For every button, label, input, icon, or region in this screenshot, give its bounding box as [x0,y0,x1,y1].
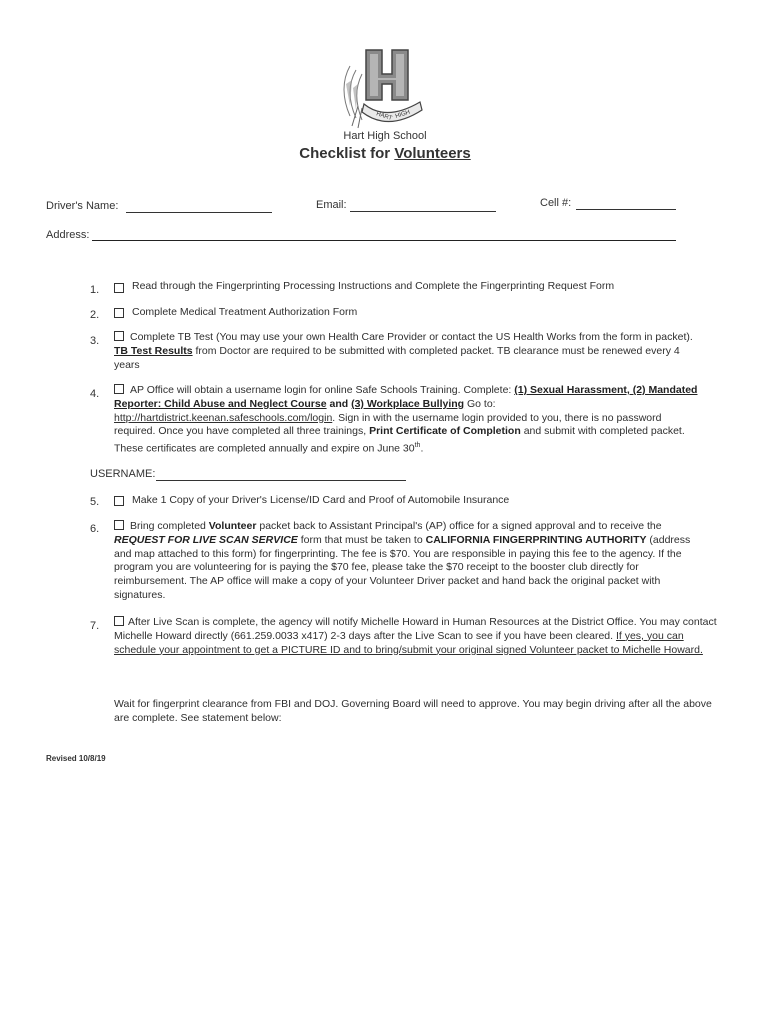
item-1-text: Read through the Fingerprinting Processing Instructions and Complete the Fingerprinting Request Form [132,280,615,292]
item-4-courses: (1) Sexual Harassment, (2) Mandated Reporter: Child Abuse and Neglect Course [114,384,698,410]
school-logo [336,44,432,130]
item-5-checkbox[interactable] [114,496,124,506]
address-field[interactable] [92,240,676,241]
cell-label: Cell #: [540,197,572,209]
address-label: Address: [46,229,90,241]
item-3-text [114,331,698,372]
school-name: Hart High School [343,130,427,142]
closing-statement: Wait for fingerprint clearance from FBI and DOJ. Governing Board will need to approve. You may begin driving after all the above are complete. See statement below: [114,698,712,724]
item-4-print-certificate: Print Certificate of Completion [369,425,521,438]
item-2-number: 2. [90,309,100,321]
item-4-goto: Go to: [467,397,496,410]
item-1-checkbox[interactable] [114,283,124,293]
item-4-and: and [329,397,349,410]
username-label: USERNAME: [90,468,156,480]
item-4-period: . [420,442,424,455]
item-4-part-1: AP Office will obtain a username login for online Safe Schools Training. Complete: [130,384,512,396]
item-6-part-7: (address and map attached to this form) for fingerprinting. The fee is $70. You are responsible in paying this fee to the agency. If the program you are volunteering for is paying the $70 fee, please take the $70 receipt to the booster club directly for reimbursement. The AP office will make a copy of your Volunteer Driver packet and hand back the original packet with signatures. [114,533,691,601]
item-6-number: 6. [90,523,100,535]
item-4-part-6: . Sign in with the username login provided to you, there is no password required. Once you have completed all three trainings, [114,411,662,438]
driver-name-field[interactable] [126,212,272,213]
item-3-part-1: Complete TB Test (You may use your own Health Care Provider or contact the US Health Works from the form in packet). [130,331,693,343]
item-4-part-8: and submit with completed packet. These certificates are completed annually and expire on June 30 [114,425,685,455]
safeschools-link[interactable]: http://hartdistrict.keenan.safeschools.com/login [114,411,333,424]
title-emphasis: Volunteers [394,145,471,162]
item-4-sup: th [414,442,421,450]
item-3-part-3: from Doctor are required to be submitted with completed packet. TB clearance must be renewed every 4 years [114,344,680,371]
item-5-text: Make 1 Copy of your Driver's License/ID Card and Proof of Automobile Insurance [132,494,510,506]
item-1-number: 1. [90,284,100,296]
item-3-number: 3. [90,335,100,347]
item-4-text [114,384,702,456]
cell-field[interactable] [576,209,676,210]
item-4-number: 4. [90,388,100,400]
hart-h-emblem-icon [336,44,432,130]
email-label: Email: [316,199,347,211]
item-7-text [114,616,722,657]
item-7-checkbox[interactable] [114,616,124,626]
item-7-part-1: After Live Scan is complete, the agency will notify Michelle Howard in Human Resources at the District Office. You may contact Michelle Howard directly (661.259.0033 x417) 2-3 days after the Live Scan to see if you have been cleared. [114,616,717,642]
item-6-live-scan: REQUEST FOR LIVE SCAN SERVICE [114,533,298,546]
username-field[interactable] [156,480,406,481]
revised-date: Revised 10/8/19 [46,754,106,763]
item-3-checkbox[interactable] [114,331,124,341]
item-3-tb-results: TB Test Results [114,344,193,357]
item-7-picture-id: If yes, you can schedule your appointment to get a PICTURE ID and to bring/submit your original signed Volunteer packet to Michelle Howard. [114,629,703,656]
item-4-checkbox[interactable] [114,384,124,394]
item-6-volunteer: Volunteer [208,520,257,532]
item-2-text: Complete Medical Treatment Authorization Form [132,306,358,318]
item-6-part-5: form that must be taken to [300,533,423,546]
item-6-cfa: CALIFORNIA FINGERPRINTING AUTHORITY [425,533,647,546]
item-7-number: 7. [90,620,100,632]
logo-ribbon-right: HIGH [394,109,411,120]
driver-name-label: Driver's Name: [46,200,119,212]
item-2-checkbox[interactable] [114,308,124,318]
item-6-part-3: packet back to Assistant Principal's (AP) office for a signed approval and to receive the [259,520,662,532]
logo-ribbon-left: HART [375,111,393,122]
item-4-bullying: (3) Workplace Bullying [351,397,465,410]
page-title [0,145,770,162]
email-field[interactable] [350,211,496,212]
title-prefix: Checklist for [299,145,395,162]
item-5-number: 5. [90,496,100,508]
item-6-part-1: Bring completed [130,520,206,532]
item-6-checkbox[interactable] [114,520,124,530]
item-6-text [114,520,706,603]
